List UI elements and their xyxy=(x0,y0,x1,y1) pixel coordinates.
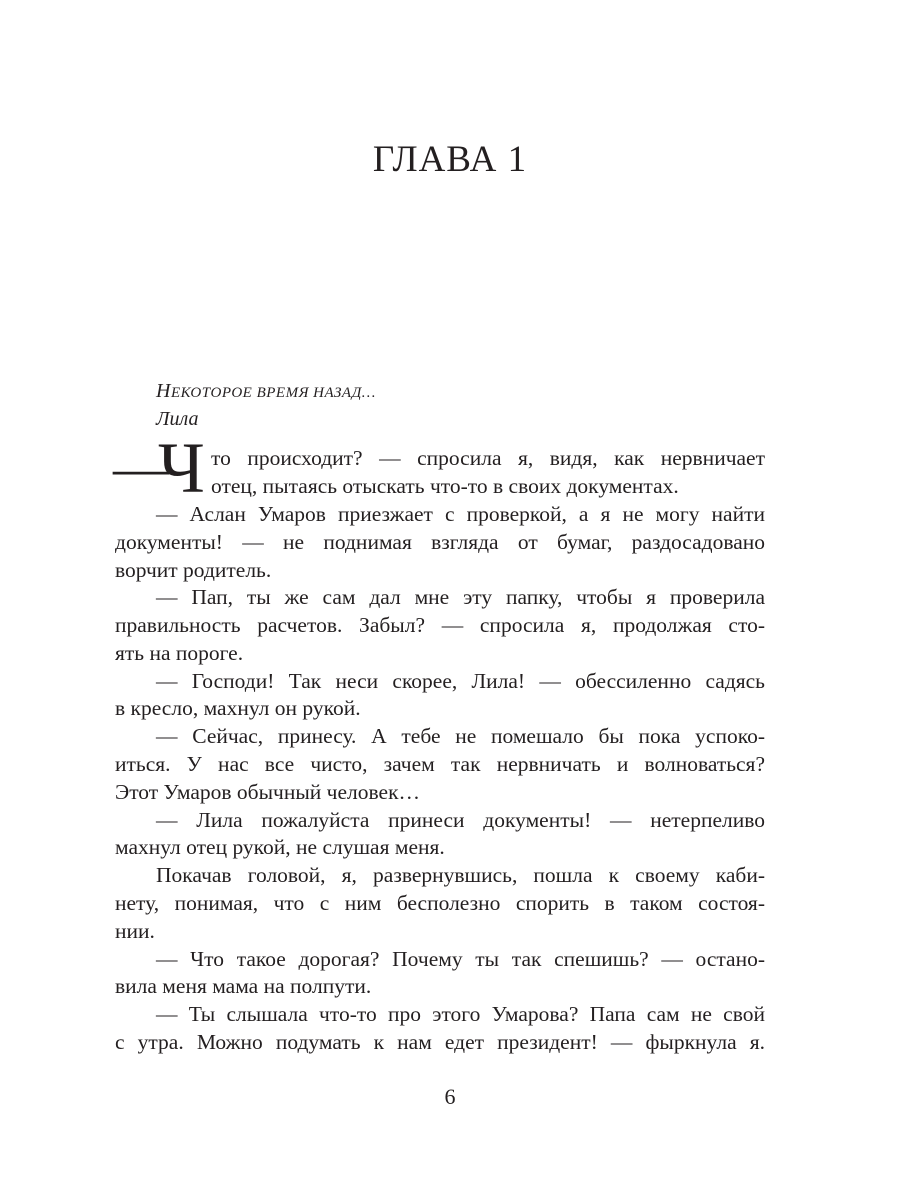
text-line-5: ворчит родитель. xyxy=(115,558,272,582)
text-line-11: — Сейчас, принесу. А тебе не помешало бы пока успоко- xyxy=(156,724,765,748)
text-line-17: нету, понимая, что с ним бесполезно спорить в таком состоя- xyxy=(115,891,765,915)
text-line-4: документы! — не поднимая взгляда от бумаг, раздосадовано xyxy=(115,530,765,554)
text-line-12: иться. У нас все чисто, зачем так нервничать и волноваться? xyxy=(115,752,765,776)
pov-character: Лила xyxy=(156,408,199,430)
dropcap-letter: Ч xyxy=(158,428,205,508)
text-line-19: — Что такое дорогая? Почему ты так спешишь? — остано- xyxy=(156,947,765,971)
text-line-20: вила меня мама на полпути. xyxy=(115,974,372,998)
text-line-15: махнул отец рукой, не слушая меня. xyxy=(115,835,445,859)
text-line-7: правильность расчетов. Забыл? — спросила я, продолжая сто- xyxy=(115,613,765,637)
text-line-14: — Лила пожалуйста принеси документы! — нетерпеливо xyxy=(156,808,765,832)
text-line-18: нии. xyxy=(115,919,155,943)
text-line-6: — Пап, ты же сам дал мне эту папку, чтобы я проверила xyxy=(156,585,765,609)
text-line-21: — Ты слышала что-то про этого Умарова? Папа сам не свой xyxy=(156,1002,765,1026)
time-marker-rest: ЕКОТОРОЕ ВРЕМЯ НАЗАД… xyxy=(170,385,376,401)
dropcap-dash: — xyxy=(113,437,169,499)
time-marker xyxy=(156,380,376,403)
text-line-22: с утра. Можно подумать к нам едет президент! — фыркнула я. xyxy=(115,1030,765,1054)
text-line-2: отец, пытаясь отыскать что-то в своих документах. xyxy=(211,474,679,498)
text-line-3: — Аслан Умаров приезжает с проверкой, а я не могу найти xyxy=(156,502,765,526)
text-line-10: в кресло, махнул он рукой. xyxy=(115,696,361,720)
text-line-1: то происходит? — спросила я, видя, как нервничает xyxy=(211,446,765,470)
text-line-16: Покачав головой, я, развернувшись, пошла к своему каби- xyxy=(156,863,765,887)
text-line-9: — Господи! Так неси скорее, Лила! — обессиленно садясь xyxy=(156,669,765,693)
text-line-8: ять на пороге. xyxy=(115,641,244,665)
page-number: 6 xyxy=(444,1084,456,1109)
text-line-13: Этот Умаров обычный человек… xyxy=(115,780,421,804)
time-marker-initial: Н xyxy=(156,380,171,402)
chapter-title: ГЛАВА 1 xyxy=(372,139,528,180)
